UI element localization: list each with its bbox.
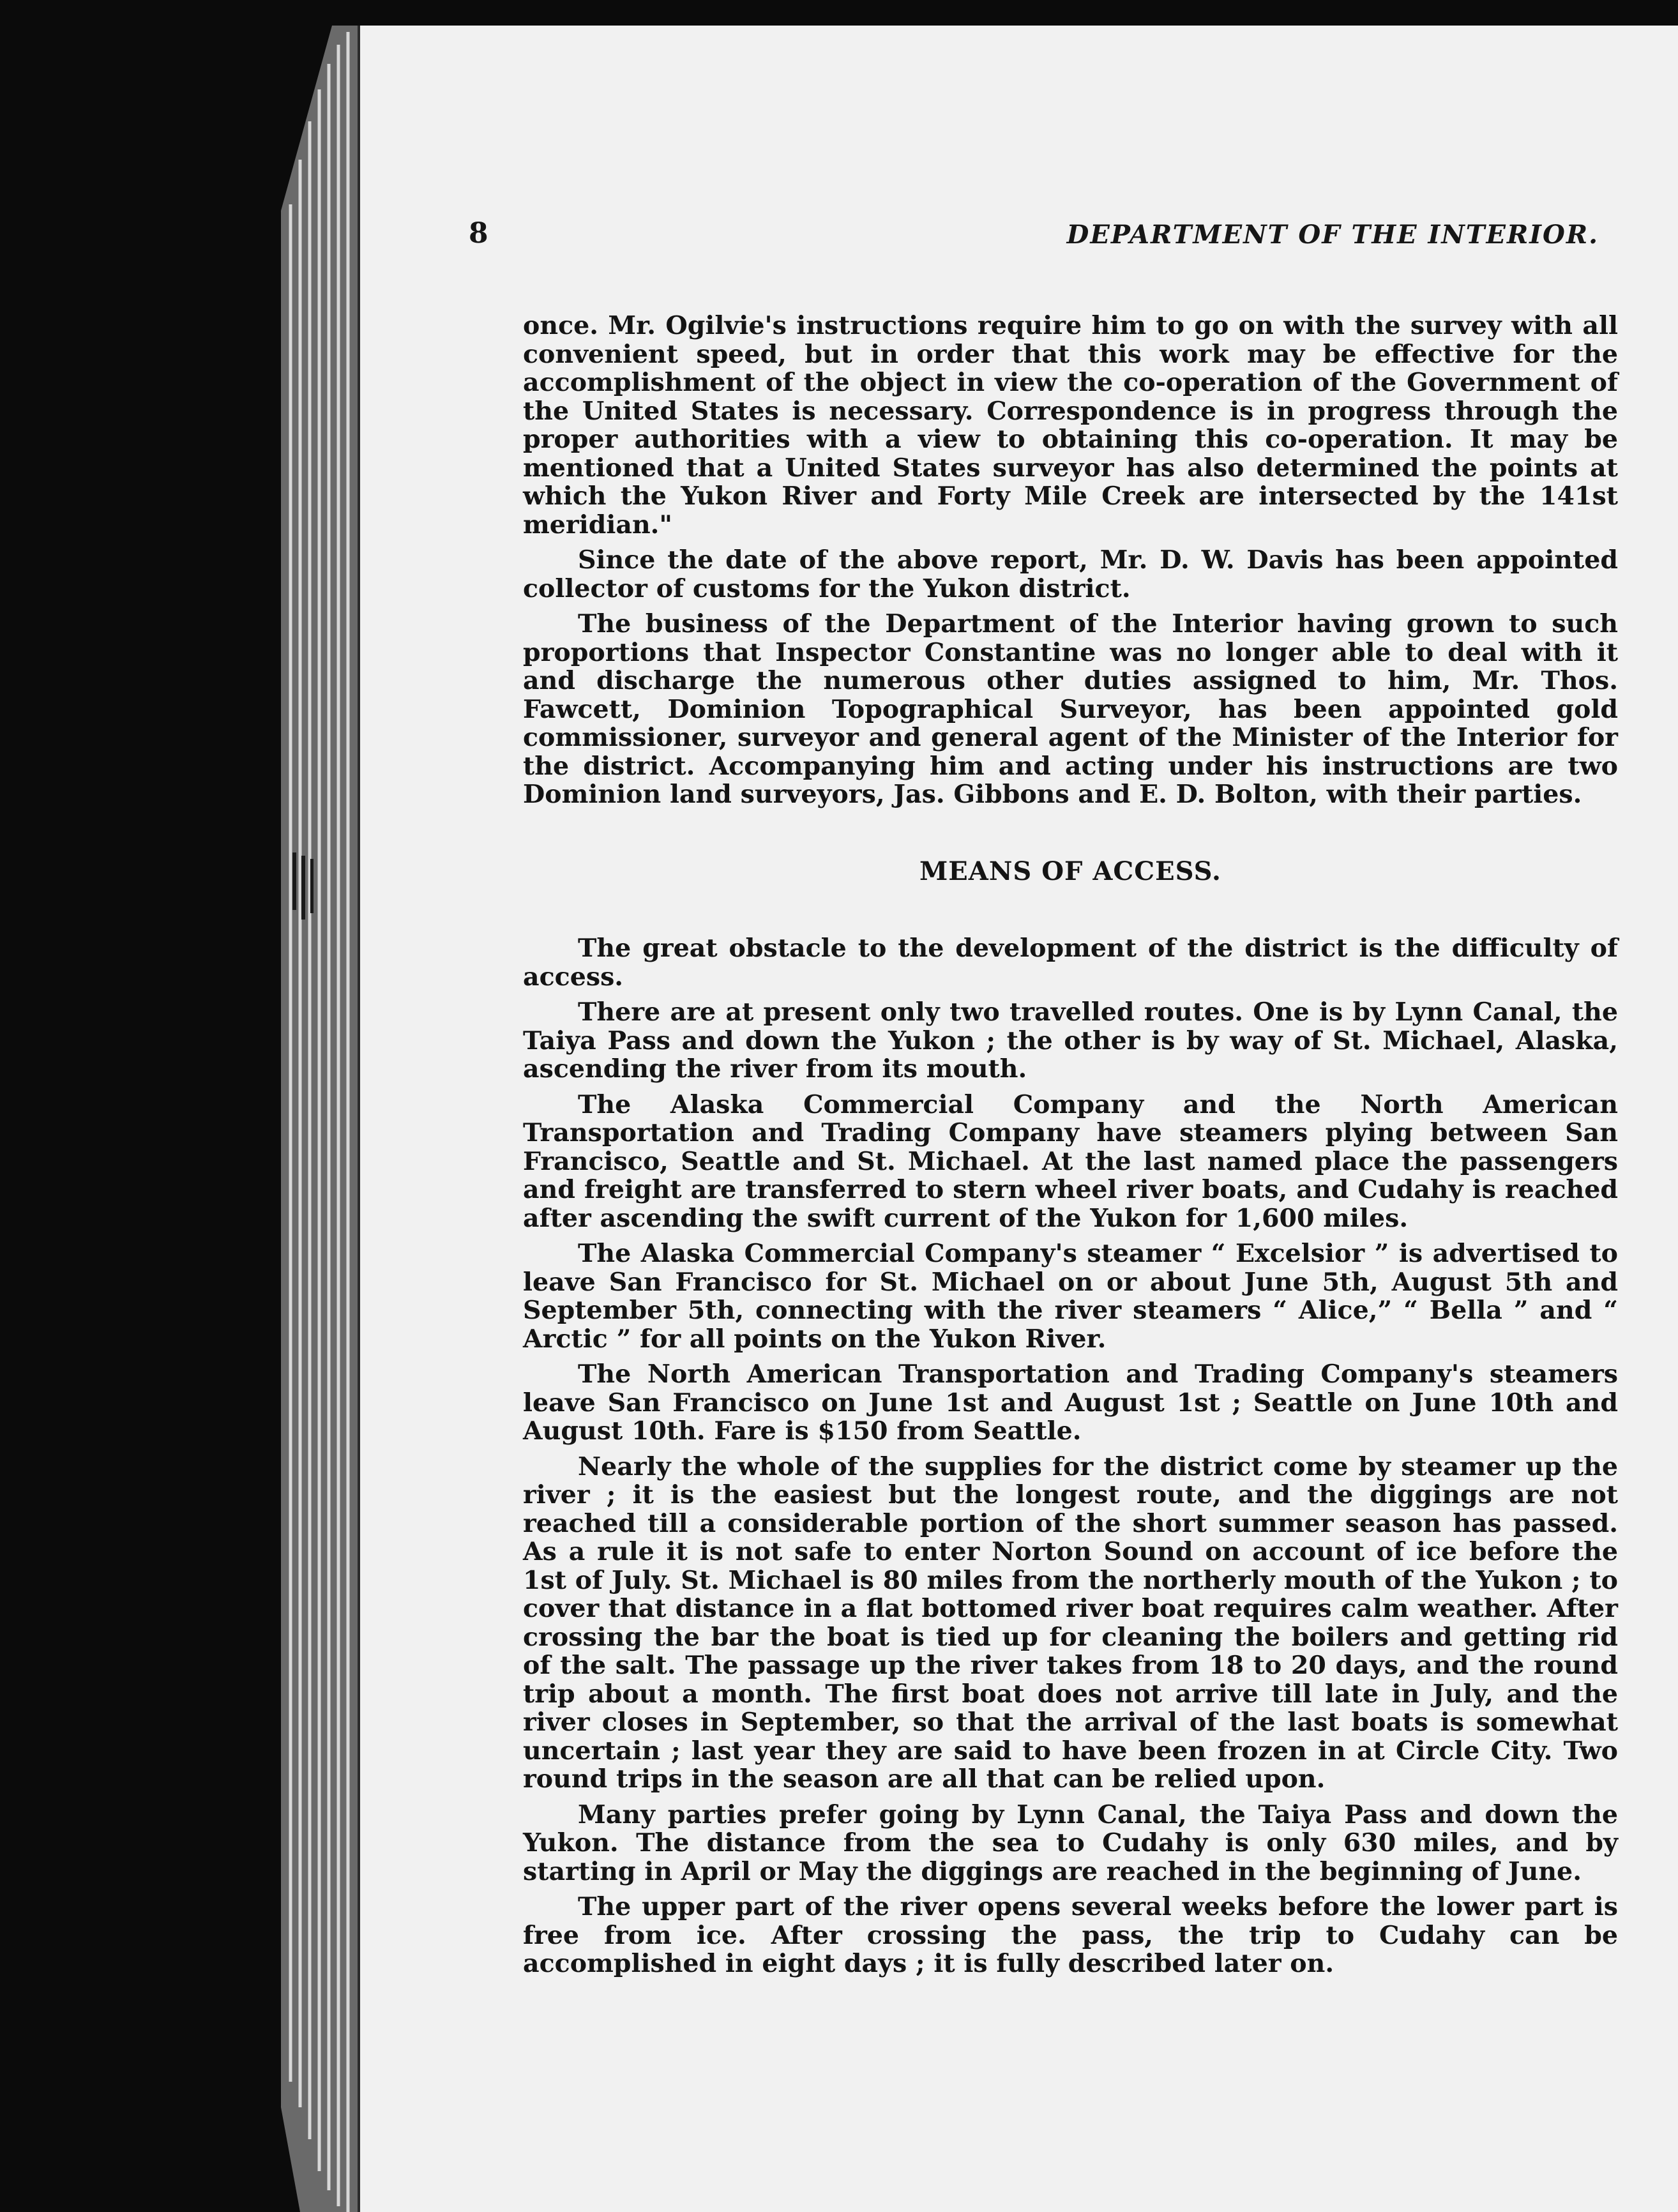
book-page — [358, 26, 1678, 2212]
paragraph-companies: The Alaska Commercial Company and the North American Transportation and Trading Company have steamers plying between San Francisco, Seattle and St. Michael. At the last named place the passengers and freight are transferred to stern wheel river boats, and Cudahy is reached after ascending the swift current of the Yukon for 1,600 miles. — [523, 1089, 1618, 1233]
paragraph-upper-river: The upper part of the river opens several weeks before the lower part is free from ice. After crossing the pass, the trip to Cudahy can be accomplished in eight days ; it is fully described later on. — [523, 1892, 1618, 1978]
running-head: DEPARTMENT OF THE INTERIOR. — [1066, 220, 1599, 250]
paragraph-customs: Since the date of the above report, Mr. D. W. Davis has been appointed collector of customs for the Yukon district. — [523, 545, 1618, 603]
page-body — [523, 312, 1618, 1985]
paragraph-obstacle: The great obstacle to the development of the district is the difficulty of access. — [523, 934, 1618, 992]
binding-marks — [292, 852, 314, 920]
paragraph-lynn-canal: Many parties prefer going by Lynn Canal, the Taiya Pass and down the Yukon. The distance from the sea to Cudahy is only 630 miles, and by starting in April or May the diggings are reached in the beginning of June. — [523, 1799, 1618, 1886]
page-edge-lines — [291, 32, 348, 2212]
paragraph-excelsior: The Alaska Commercial Company's steamer “ Excelsior ” is advertised to leave San Francisco for St. Michael on or about June 5th, August 5th and September 5th, connecting with the river steamers “ Alice,” “ Bella ” and “ Arctic ” for all points on the Yukon River. — [523, 1239, 1618, 1354]
paragraph-supplies: Nearly the whole of the supplies for the district come by steamer up the river ; it is the easiest but the longest route, and the diggings are not reached till a considerable portion of the short summer season has passed. As a rule it is not safe to enter Norton Sound on account of ice before the 1st of July. St. Michael is 80 miles from the northerly mouth of the Yukon ; to cover that distance in a flat bottomed river boat requires calm weather. After crossing the bar the boat is tied up for cleaning the boilers and getting rid of the salt. The passage up the river takes from 18 to 20 days, and the round trip about a month. The first boat does not arrive till late in July, and the river closes in September, so that the arrival of the last boats is somewhat uncertain ; last year they are said to have been frozen in at Circle City. Two round trips in the season are all that can be relied upon. — [523, 1451, 1618, 1794]
paragraph-routes: There are at present only two travelled routes. One is by Lynn Canal, the Taiya Pass and down the Yukon ; the other is by way of St. Michael, Alaska, ascending the river from its mouth. — [523, 997, 1618, 1084]
paragraph-fawcett: The business of the Department of the Interior having grown to such proportions that Inspector Constantine was no longer able to deal with it and discharge the numerous other duties assigned to him, Mr. Thos. Fawcett, Dominion Topographical Surveyor, has been appointed gold commissioner, surveyor and general agent of the Minister of the Interior for the district. Accompanying him and acting under his instructions are two Dominion land surveyors, Jas. Gibbons and E. D. Bolton, with their parties. — [523, 609, 1618, 809]
section-heading: MEANS OF ACCESS. — [919, 856, 1221, 886]
paragraph-continued: once. Mr. Ogilvie's instructions require him to go on with the survey with all convenient speed, but in order that this work may be effective for the accomplishment of the object in view the co-operation of the Government of the United States is necessary. Correspondence is in progress through the proper authorities with a view to obtaining this co-operation. It may be mentioned that a United States surveyor has also determined the points at which the Yukon River and Forty Mile Creek are intersected by the 141st meridian." — [523, 311, 1618, 540]
page-number: 8 — [469, 217, 488, 250]
page-header — [469, 217, 1599, 275]
paragraph-natc: The North American Transportation and Trading Company's steamers leave San Francisco on June 1st and August 1st ; Seattle on June 10th and August 10th. Fare is $150 from Seattle. — [523, 1360, 1618, 1446]
